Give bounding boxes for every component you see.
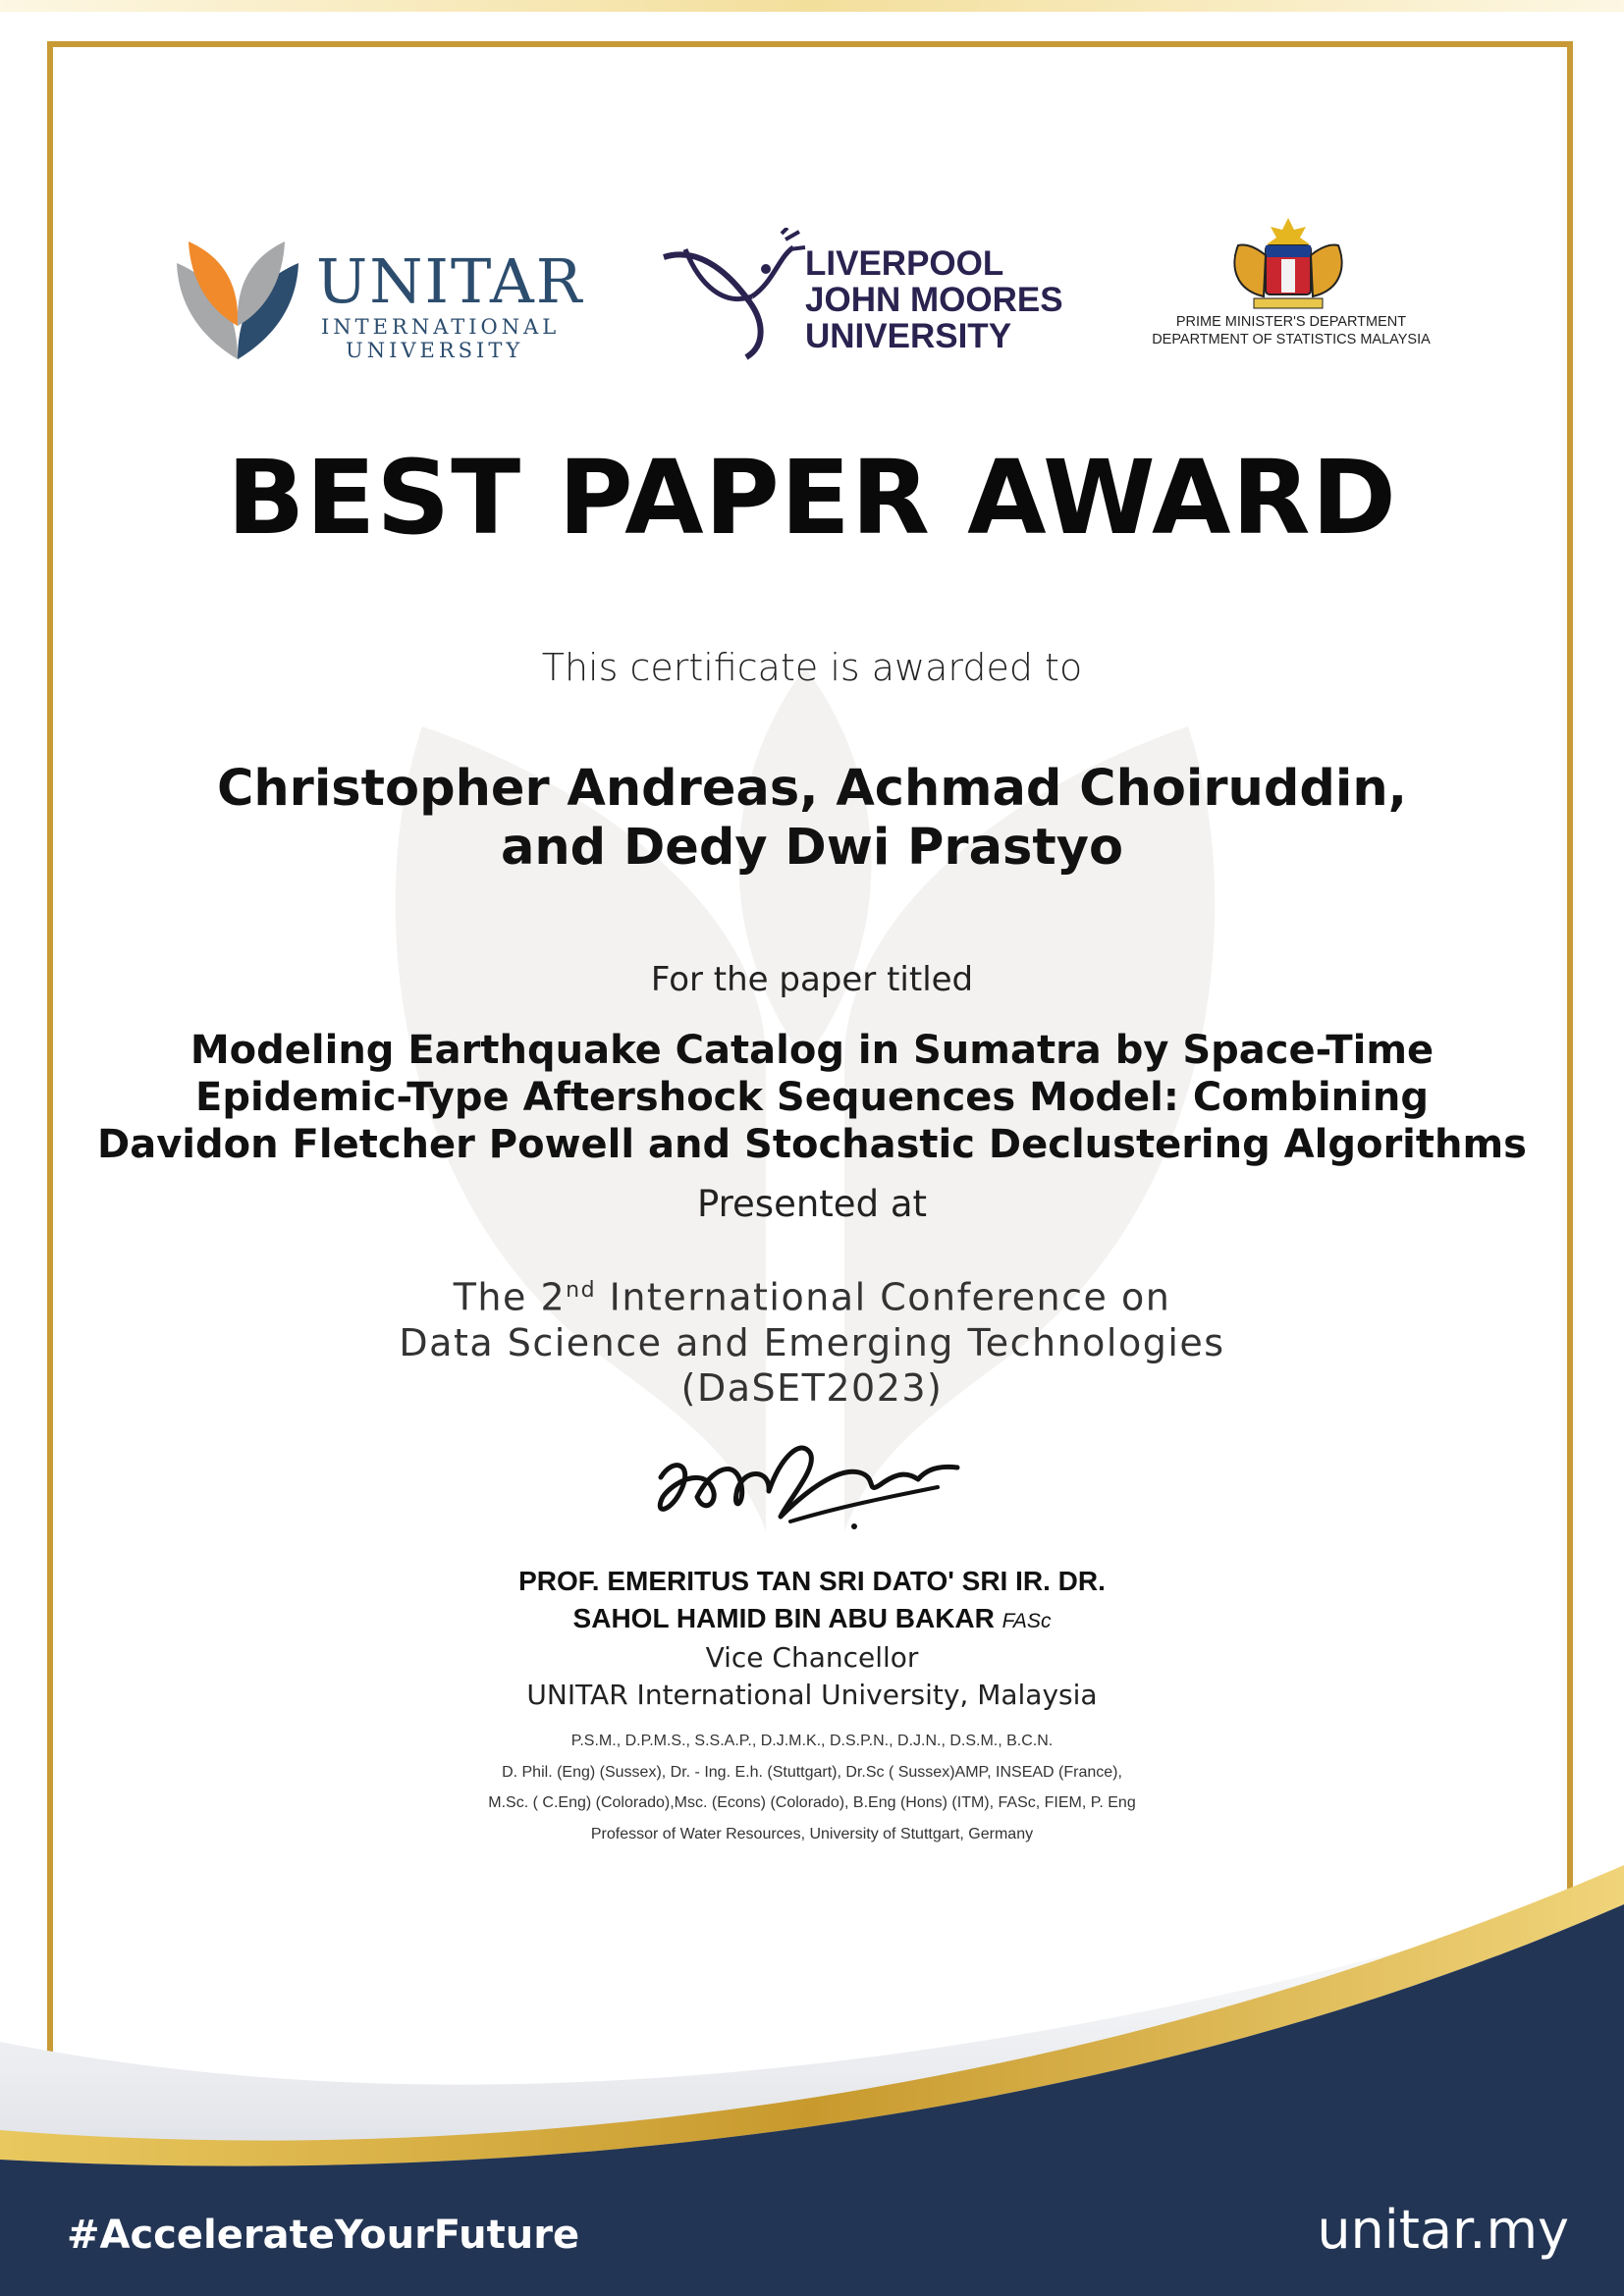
credential-line-3: M.Sc. ( C.Eng) (Colorado),Msc. (Econs) (Colorado), B.Eng (Hons) (ITM), FASc, FIEM, P. Eng: [488, 1794, 1136, 1811]
ljmu-line-1: LIVERPOOL: [805, 244, 1004, 283]
credential-line-1: P.S.M., D.P.M.S., S.S.A.P., D.J.M.K., D.S.P.N., D.J.N., D.S.M., B.C.N.: [570, 1733, 1054, 1749]
ljmu-line-3: UNIVERSITY: [805, 317, 1012, 355]
malaysia-coat-of-arms-icon: [1224, 216, 1352, 314]
footer-website: unitar.my: [1317, 2199, 1569, 2261]
signatory-role: Vice Chancellor: [705, 1641, 919, 1674]
ljmu-line-2: JOHN MOORES: [805, 281, 1063, 319]
dosm-line-1: PRIME MINISTER'S DEPARTMENT: [1175, 314, 1407, 330]
award-title: BEST PAPER AWARD: [227, 438, 1397, 558]
conference-line-2: Data Science and Emerging Technologies: [399, 1320, 1225, 1364]
liver-bird-icon: [656, 228, 813, 365]
paper-title: [0, 1027, 1624, 1168]
conference-line-1: [0, 1268, 1624, 1320]
conference-line-1-rest: International Conference on: [596, 1275, 1171, 1319]
logo-row: [0, 216, 1624, 373]
signatory-name-line-2: SAHOL HAMID BIN ABU BAKAR: [572, 1603, 995, 1633]
paper-title-line-2: Epidemic-Type Aftershock Sequences Model: Combining: [195, 1075, 1429, 1120]
recipients-line-2: and Dedy Dwi Prastyo: [500, 819, 1124, 877]
paper-title-line-1: Modeling Earthquake Catalog in Sumatra by Space-Time: [189, 1028, 1435, 1073]
conference-name: [0, 1268, 1624, 1411]
awarded-to-label: This certificate is awarded to: [541, 646, 1083, 689]
credential-line-4: Professor of Water Resources, University of Stuttgart, Germany: [590, 1825, 1034, 1842]
presented-at-label: Presented at: [696, 1183, 927, 1225]
signature-icon: [643, 1428, 977, 1546]
unitar-subtitle-1: INTERNATIONAL: [321, 315, 561, 339]
conference-ordinal: nd: [566, 1278, 597, 1303]
dosm-line-2: DEPARTMENT OF STATISTICS MALAYSIA: [1152, 332, 1431, 347]
footer-hashtag: #AccelerateYourFuture: [67, 2213, 580, 2258]
ljmu-logo: [656, 228, 1088, 365]
conference-line-3: (DaSET2023): [680, 1365, 944, 1410]
paper-label: For the paper titled: [650, 960, 974, 999]
signatory-institution: UNITAR International University, Malaysia: [526, 1679, 1098, 1711]
recipients: [0, 760, 1624, 878]
unitar-leaf-icon: [169, 224, 306, 371]
signatory-role-block: [0, 1639, 1624, 1714]
paper-title-line-3: Davidon Fletcher Powell and Stochastic Declustering Algorithms: [97, 1122, 1527, 1167]
signatory-name: [0, 1563, 1624, 1640]
dosm-logo: [1129, 216, 1453, 373]
unitar-subtitle-2: UNIVERSITY: [346, 339, 524, 362]
unitar-wordmark: UNITAR: [316, 245, 584, 317]
signatory-honorific: FASc: [1001, 1610, 1052, 1632]
signatory-name-line-1: PROF. EMERITUS TAN SRI DATO' SRI IR. DR.: [518, 1566, 1106, 1596]
conference-prefix: The 2: [453, 1275, 567, 1319]
unitar-logo: [169, 224, 584, 371]
top-gold-strip: [0, 0, 1624, 12]
signatory-credentials: [0, 1726, 1624, 1849]
recipients-line-1: Christopher Andreas, Achmad Choiruddin,: [216, 760, 1408, 818]
credential-line-2: D. Phil. (Eng) (Sussex), Dr. - Ing. E.h. (Stuttgart), Dr.Sc ( Sussex)AMP, INSEAD (France),: [502, 1763, 1122, 1781]
